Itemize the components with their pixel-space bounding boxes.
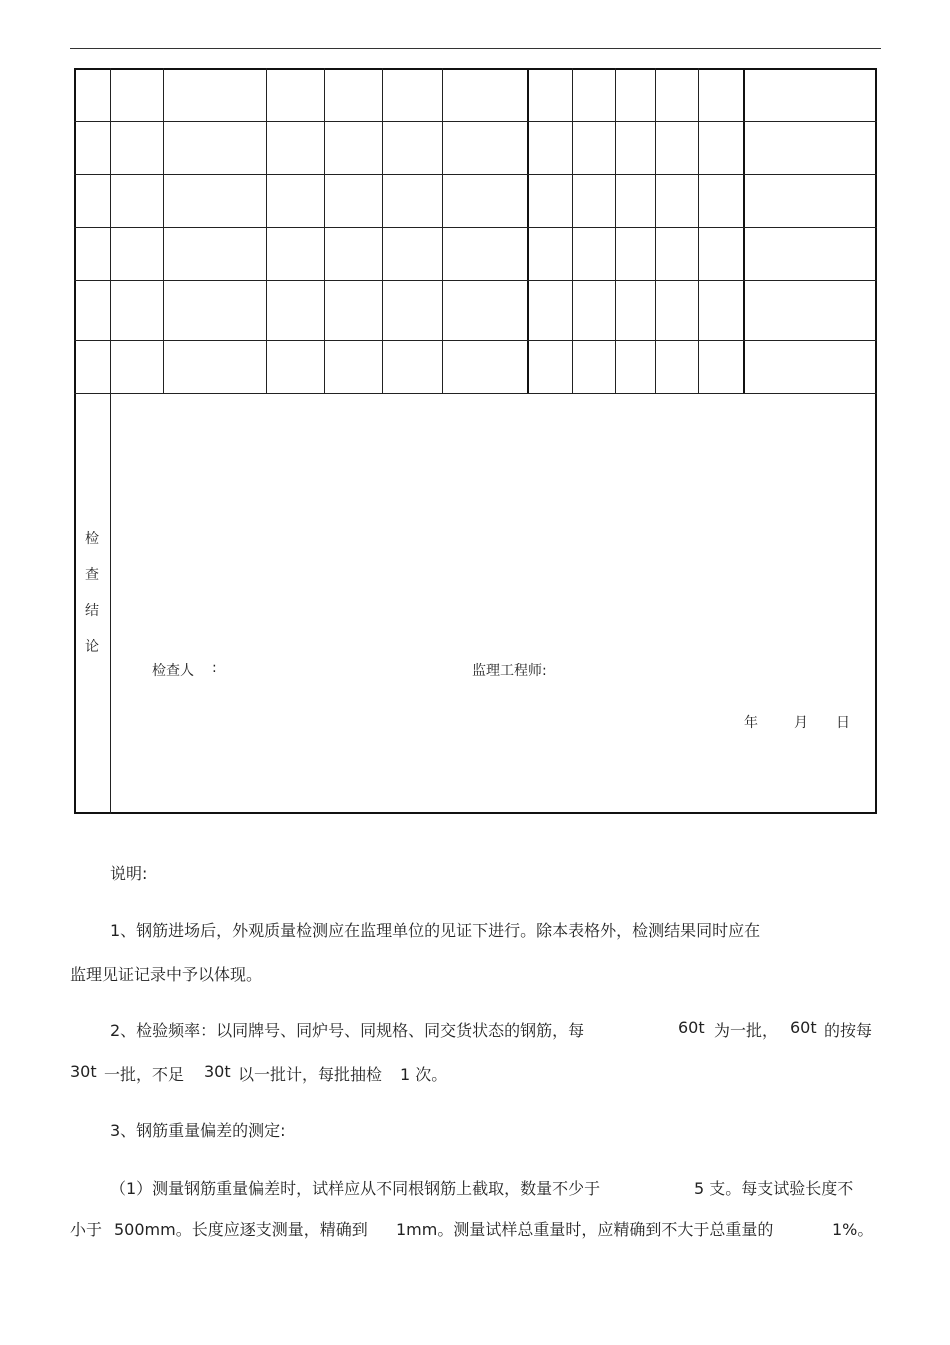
note-2-line-1c: 为一批， xyxy=(714,1021,779,1040)
date-day: 日 xyxy=(836,715,850,731)
date-month: 月 xyxy=(794,715,808,731)
note-1-line-1: 1、钢筋进场后，外观质量检测应在监理单位的见证下进行。除本表格外，检测结果同时应在 xyxy=(110,921,761,940)
note-2-line-1d: 60t xyxy=(790,1018,817,1037)
note-2-line-1e: 的按每 xyxy=(824,1021,873,1040)
note-3: 3、钢筋重量偏差的测定: xyxy=(110,1121,286,1140)
note-2-line-1b: 60t xyxy=(678,1018,705,1037)
note-2-line-2a: 30t xyxy=(70,1062,97,1081)
inspector-colon: : xyxy=(212,660,217,676)
note-3-1-line-1a: （1）测量钢筋重量偏差时，试样应从不同根钢筋上截取，数量不少于 xyxy=(110,1179,601,1198)
note-2-line-1a: 2、检验频率：以同牌号、同炉号、同规格、同交货状态的钢筋，每 xyxy=(110,1021,585,1040)
note-3-1-line-2c: 1mm。测量试样总重量时，应精确到不大于总重量的 xyxy=(396,1220,774,1239)
conclusion-char: 检 xyxy=(85,531,99,547)
note-2-line-2e: 1 次。 xyxy=(400,1065,448,1084)
note-3-1-line-1b: 5 支。每支试验长度不 xyxy=(694,1179,854,1198)
note-2-line-2b: 一批，不足 xyxy=(104,1065,185,1084)
note-3-1-line-2d: 1%。 xyxy=(832,1220,874,1239)
notes-section xyxy=(70,0,890,1345)
conclusion-char: 结 xyxy=(85,603,99,619)
date-year: 年 xyxy=(744,715,758,731)
inspector-label: 检查人 xyxy=(152,663,194,679)
note-2-line-2c: 30t xyxy=(204,1062,231,1081)
note-3-1-line-2a: 小于 xyxy=(70,1220,103,1239)
note-1-line-2: 监理见证记录中予以体现。 xyxy=(70,965,263,984)
note-2-line-2d: 以一批计，每批抽检 xyxy=(238,1065,383,1084)
notes-heading: 说明: xyxy=(110,864,148,883)
conclusion-char: 查 xyxy=(85,567,99,583)
conclusion-char: 论 xyxy=(85,639,99,655)
note-3-1-line-2b: 500mm。长度应逐支测量，精确到 xyxy=(114,1220,368,1239)
supervisor-label: 监理工程师: xyxy=(472,663,547,679)
